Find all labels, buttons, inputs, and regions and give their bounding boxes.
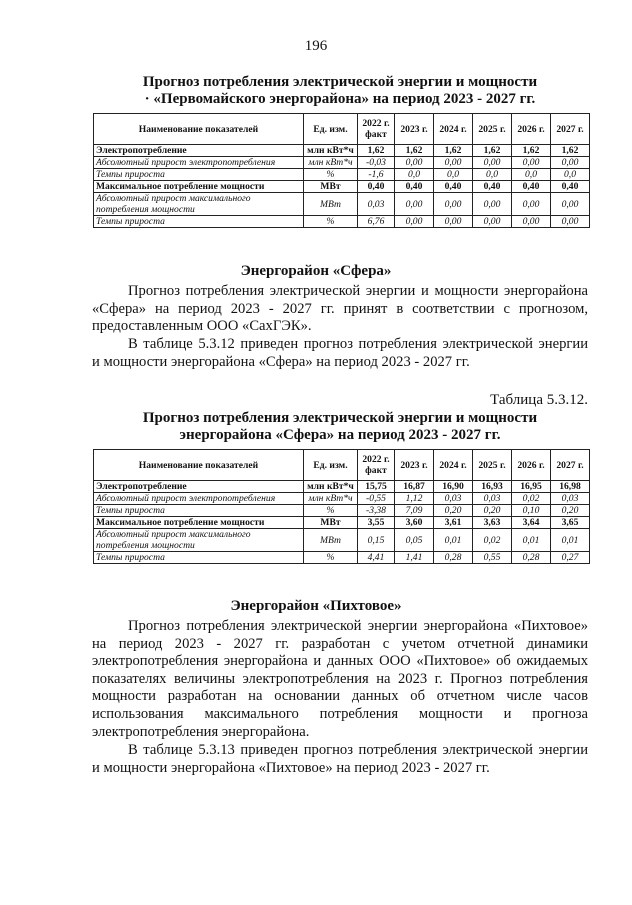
value-cell: 16,90 — [434, 481, 473, 493]
header-cell-year: 2025 г. — [473, 114, 512, 145]
table2-title-line: Прогноз потребления электрической энергии и мощности — [142, 410, 538, 426]
value-cell: 1,62 — [512, 145, 551, 157]
value-cell: 0,01 — [551, 529, 590, 552]
value-cell: -3,38 — [358, 505, 395, 517]
value-cell: 0,00 — [551, 157, 590, 169]
header-cell-unit: Ед. изм. — [304, 114, 358, 145]
pikhtovoe-paragraph-2 — [92, 742, 588, 777]
value-cell: 0,15 — [358, 529, 395, 552]
value-cell: 0,0 — [512, 169, 551, 181]
value-cell: 0,28 — [434, 552, 473, 564]
table-row — [94, 505, 590, 517]
unit-cell: МВт — [304, 529, 358, 552]
unit-cell: % — [304, 216, 358, 228]
text-line: и мощности энергорайона «Сфера» на период 2023 - 2027 гг. — [92, 353, 470, 370]
value-cell: 1,62 — [395, 145, 434, 157]
value-cell: 0,40 — [395, 181, 434, 193]
pikhtovoe-paragraph-1 — [92, 618, 588, 741]
value-cell: 0,00 — [551, 216, 590, 228]
text-line: предоставленным ООО «СахГЭК». — [92, 318, 312, 335]
value-cell: 0,03 — [473, 493, 512, 505]
value-cell: 1,41 — [395, 552, 434, 564]
row-label-cell: Электропотребление — [94, 145, 304, 157]
header-cell-year: 2022 г. факт — [358, 450, 395, 481]
value-cell: 0,05 — [395, 529, 434, 552]
page-number: 196 — [304, 38, 328, 54]
table2-title — [90, 410, 590, 444]
value-cell: 16,95 — [512, 481, 551, 493]
value-cell: 0,03 — [358, 193, 395, 216]
table1-title — [90, 74, 590, 108]
table2-title-line: энергорайона «Сфера» на период 2023 - 2027 гг. — [179, 427, 501, 443]
row-label-cell: Абсолютный прирост электропотребления — [94, 157, 304, 169]
value-cell: 0,0 — [434, 169, 473, 181]
header-cell-year: 2023 г. — [395, 114, 434, 145]
value-cell: 16,98 — [551, 481, 590, 493]
header-cell-indicator: Наименование показателей — [94, 450, 304, 481]
value-cell: 3,63 — [473, 517, 512, 529]
value-cell: 0,10 — [512, 505, 551, 517]
row-label-cell: Темпы прироста — [94, 505, 304, 517]
value-cell: 4,41 — [358, 552, 395, 564]
table-row — [94, 493, 590, 505]
value-cell: 0,27 — [551, 552, 590, 564]
value-cell: 7,09 — [395, 505, 434, 517]
value-cell: 0,0 — [395, 169, 434, 181]
value-cell: 0,00 — [473, 216, 512, 228]
header-cell-year: 2027 г. — [551, 450, 590, 481]
value-cell: 1,62 — [434, 145, 473, 157]
row-label-cell: Абсолютный прирост электропотребления — [94, 493, 304, 505]
text-line: «Сфера» на период 2023 - 2027 гг. принят в соответствии с прогнозом, — [92, 300, 588, 317]
row-label-cell: Максимальное потребление мощности — [94, 181, 304, 193]
row-label-cell: Электропотребление — [94, 481, 304, 493]
row-label-cell: Абсолютный прирост максимального потребления мощности — [94, 193, 304, 216]
value-cell: 0,40 — [551, 181, 590, 193]
text-line: электропотребления энергорайона. — [92, 723, 310, 740]
value-cell: 3,65 — [551, 517, 590, 529]
value-cell: 0,00 — [395, 157, 434, 169]
value-cell: 0,20 — [473, 505, 512, 517]
unit-cell: МВт — [304, 181, 358, 193]
table-row — [94, 157, 590, 169]
row-label-cell: Максимальное потребление мощности — [94, 517, 304, 529]
unit-cell: % — [304, 169, 358, 181]
unit-cell: млн кВт*ч — [304, 493, 358, 505]
value-cell: 15,75 — [358, 481, 395, 493]
row-label-cell: Темпы прироста — [94, 216, 304, 228]
value-cell: 3,60 — [395, 517, 434, 529]
table-row — [94, 169, 590, 181]
table-row — [94, 529, 590, 552]
value-cell: 0,40 — [512, 181, 551, 193]
table-row — [94, 145, 590, 157]
value-cell: 0,55 — [473, 552, 512, 564]
value-cell: 3,64 — [512, 517, 551, 529]
value-cell: 0,20 — [434, 505, 473, 517]
table-header-row — [94, 450, 590, 481]
value-cell: 0,0 — [551, 169, 590, 181]
row-label-cell: Темпы прироста — [94, 169, 304, 181]
table2-sfera — [93, 449, 590, 564]
value-cell: 1,12 — [395, 493, 434, 505]
table-row — [94, 552, 590, 564]
table-row — [94, 181, 590, 193]
value-cell: 0,00 — [512, 157, 551, 169]
value-cell: 0,40 — [473, 181, 512, 193]
table-row — [94, 517, 590, 529]
value-cell: 16,87 — [395, 481, 434, 493]
value-cell: 0,00 — [434, 216, 473, 228]
text-line: использования максимального потребления мощности и прогноза — [92, 705, 588, 722]
table1-title-line: Прогноз потребления электрической энергии и мощности — [142, 74, 538, 90]
section-heading-pikhtovoe: Энергорайон «Пихтовое» — [230, 598, 402, 614]
unit-cell: МВт — [304, 193, 358, 216]
table-header-row — [94, 114, 590, 145]
value-cell: 6,76 — [358, 216, 395, 228]
value-cell: 1,62 — [358, 145, 395, 157]
value-cell: 0,40 — [358, 181, 395, 193]
value-cell: -1,6 — [358, 169, 395, 181]
header-cell-year: 2026 г. — [512, 114, 551, 145]
value-cell: 0,00 — [551, 193, 590, 216]
value-cell: 0,0 — [473, 169, 512, 181]
value-cell: 0,01 — [512, 529, 551, 552]
table1-title-line: · «Первомайского энергорайона» на период 2023 - 2027 гг. — [144, 91, 536, 107]
value-cell: 1,62 — [551, 145, 590, 157]
sfera-paragraph-1 — [92, 283, 588, 336]
row-label-cell: Абсолютный прирост максимального потребления мощности — [94, 529, 304, 552]
value-cell: 0,00 — [395, 216, 434, 228]
text-line: В таблице 5.3.13 приведен прогноз потребления электрической энергии — [128, 742, 588, 758]
value-cell: 0,01 — [434, 529, 473, 552]
unit-cell: млн кВт*ч — [304, 481, 358, 493]
table1-pervomaysky — [93, 113, 590, 228]
header-cell-year: 2027 г. — [551, 114, 590, 145]
value-cell: 16,93 — [473, 481, 512, 493]
table-row — [94, 193, 590, 216]
value-cell: -0,03 — [358, 157, 395, 169]
unit-cell: млн кВт*ч — [304, 157, 358, 169]
unit-cell: млн кВт*ч — [304, 145, 358, 157]
table-row — [94, 481, 590, 493]
value-cell: 0,02 — [473, 529, 512, 552]
header-cell-unit: Ед. изм. — [304, 450, 358, 481]
unit-cell: % — [304, 505, 358, 517]
value-cell: 3,55 — [358, 517, 395, 529]
text-line: показателях величины электропотребления на 2023 г. Прогноз потребления — [92, 670, 588, 687]
text-line: В таблице 5.3.12 приведен прогноз потребления электрической энергии — [128, 336, 588, 352]
header-cell-year: 2023 г. — [395, 450, 434, 481]
header-cell-indicator: Наименование показателей — [94, 114, 304, 145]
value-cell: 0,02 — [512, 493, 551, 505]
text-line: электропотребления энергорайона и данных ООО «Пихтовое» об ожидаемых — [92, 653, 588, 670]
value-cell: 0,00 — [473, 193, 512, 216]
value-cell: -0,55 — [358, 493, 395, 505]
value-cell: 0,00 — [473, 157, 512, 169]
header-cell-year: 2022 г. факт — [358, 114, 395, 145]
header-cell-year: 2024 г. — [434, 450, 473, 481]
header-cell-year: 2025 г. — [473, 450, 512, 481]
text-line: Прогноз потребления электрической энергии энергорайона «Пихтовое» — [128, 618, 588, 634]
value-cell: 3,61 — [434, 517, 473, 529]
text-line: мощности разработан на основании данных об отчетном числе часов — [92, 688, 588, 705]
header-cell-year: 2026 г. — [512, 450, 551, 481]
value-cell: 0,00 — [395, 193, 434, 216]
value-cell: 0,03 — [551, 493, 590, 505]
value-cell: 0,00 — [512, 216, 551, 228]
text-line: на период 2023 - 2027 гг. разработан с учетом отчетной динамики — [92, 635, 588, 652]
value-cell: 0,00 — [434, 193, 473, 216]
row-label-cell: Темпы прироста — [94, 552, 304, 564]
value-cell: 0,40 — [434, 181, 473, 193]
value-cell: 1,62 — [473, 145, 512, 157]
value-cell: 0,00 — [512, 193, 551, 216]
unit-cell: % — [304, 552, 358, 564]
table2-caption: Таблица 5.3.12. — [490, 392, 588, 408]
text-line: и мощности энергорайона «Пихтовое» на период 2023 - 2027 гг. — [92, 759, 490, 776]
value-cell: 0,20 — [551, 505, 590, 517]
sfera-paragraph-2 — [92, 336, 588, 371]
header-cell-year: 2024 г. — [434, 114, 473, 145]
value-cell: 0,03 — [434, 493, 473, 505]
section-heading-sfera: Энергорайон «Сфера» — [240, 263, 392, 279]
value-cell: 0,00 — [434, 157, 473, 169]
value-cell: 0,28 — [512, 552, 551, 564]
text-line: Прогноз потребления электрической энергии и мощности энергорайона — [128, 283, 588, 299]
unit-cell: МВт — [304, 517, 358, 529]
table-row — [94, 216, 590, 228]
